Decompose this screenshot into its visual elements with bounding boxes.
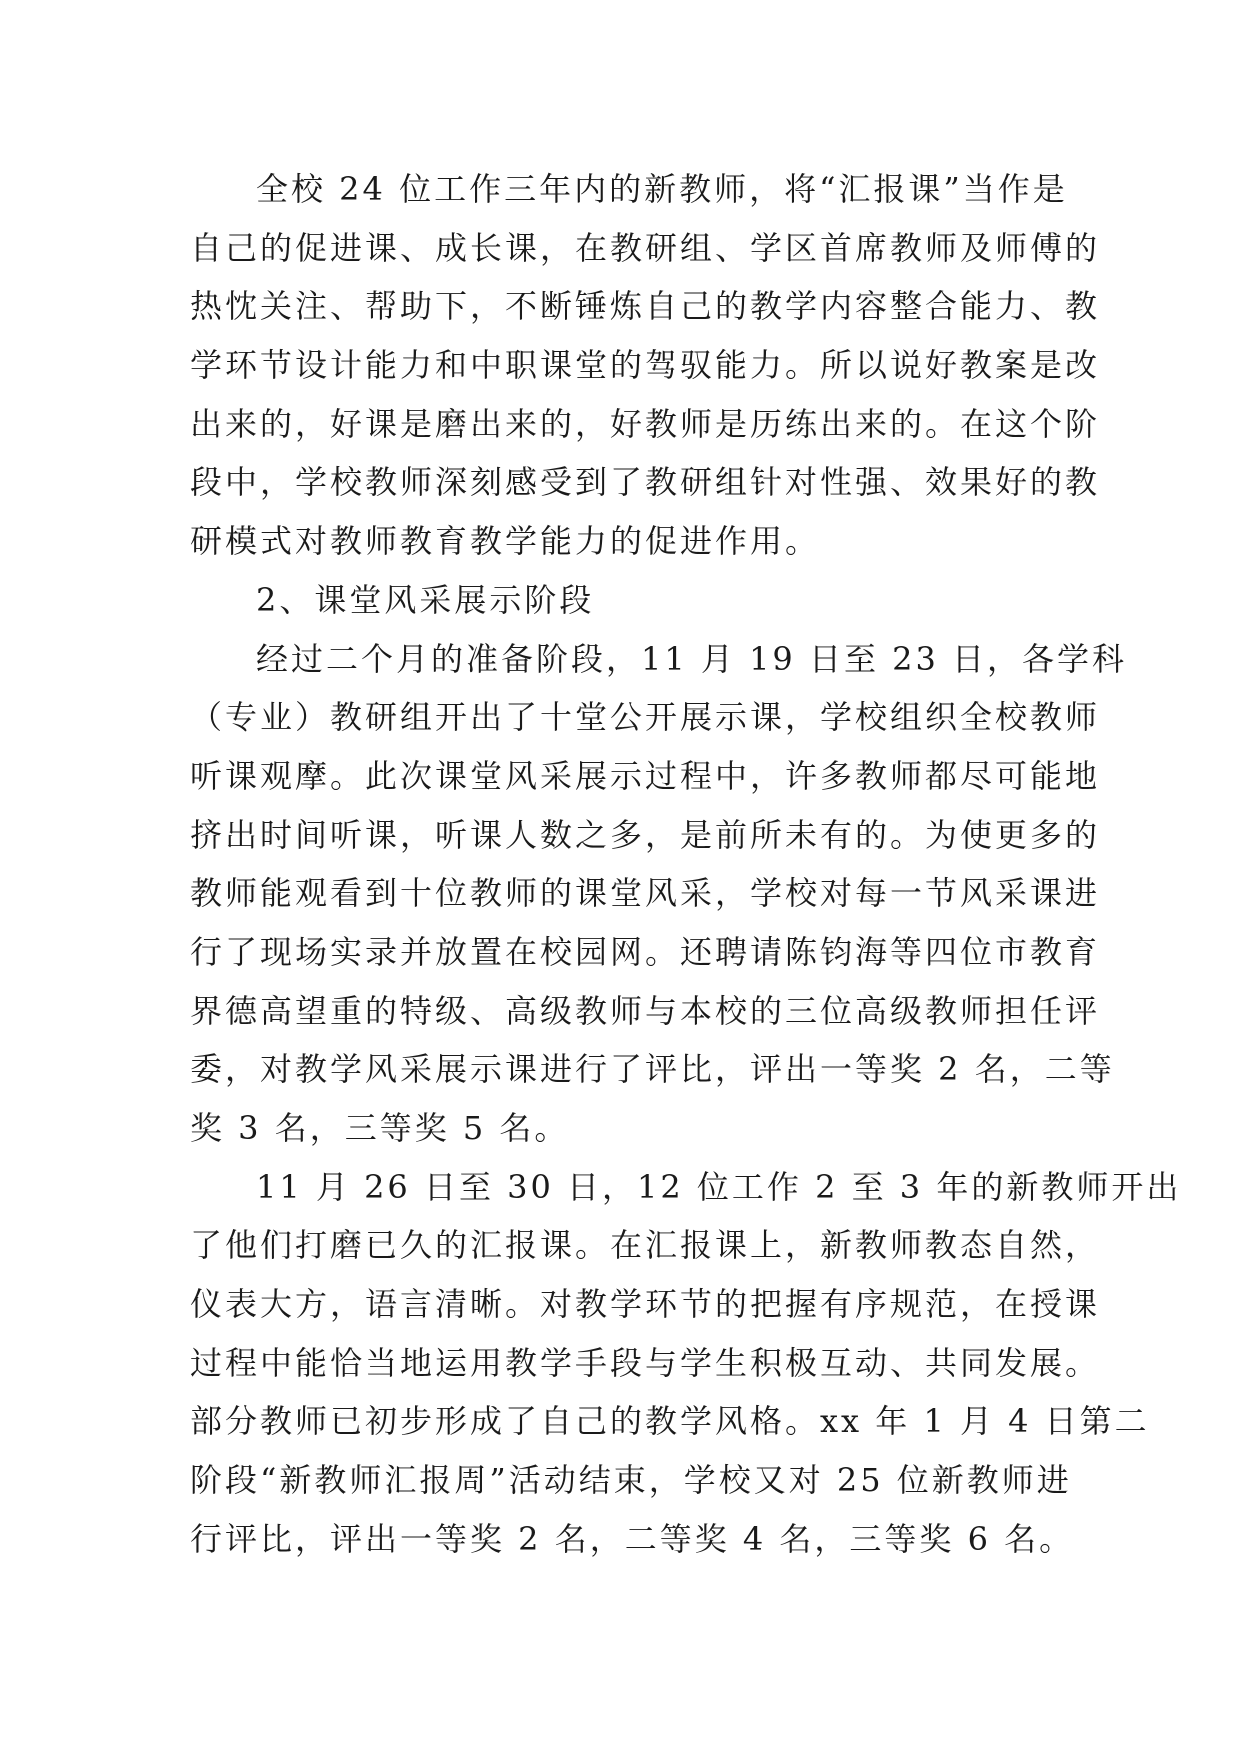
- paragraph-line: 听课观摩。此次课堂风采展示过程中，许多教师都尽可能地: [190, 756, 1101, 795]
- document-body: [190, 160, 1182, 1569]
- paragraph-line: 热忱关注、帮助下，不断锤炼自己的教学内容整合能力、教: [190, 287, 1101, 326]
- paragraph-line: 出来的，好课是磨出来的，好教师是历练出来的。在这个阶: [190, 404, 1101, 443]
- paragraph-line: 11 月 26 日至 30 日，12 位工作 2 至 3 年的新教师开出: [256, 1167, 1182, 1206]
- paragraph-line: 经过二个月的准备阶段，11 月 19 日至 23 日，各学科: [256, 639, 1128, 678]
- paragraph-line: 自己的促进课、成长课，在教研组、学区首席教师及师傅的: [190, 228, 1101, 267]
- paragraph-line: 仪表大方，语言清晰。对教学环节的把握有序规范，在授课: [190, 1285, 1101, 1324]
- paragraph-line: 段中，学校教师深刻感受到了教研组针对性强、效果好的教: [190, 463, 1101, 502]
- paragraph-line: 过程中能恰当地运用教学手段与学生积极互动、共同发展。: [190, 1343, 1101, 1382]
- paragraph-line: 委，对教学风采展示课进行了评比，评出一等奖 2 名，二等: [190, 1050, 1115, 1089]
- paragraph-line: 阶段“新教师汇报周”活动结束，学校又对 25 位新教师进: [190, 1461, 1072, 1500]
- paragraph-line: 部分教师已初步形成了自己的教学风格。xx 年 1 月 4 日第二: [190, 1402, 1150, 1441]
- paragraph-line: 行了现场实录并放置在校园网。还聘请陈钧海等四位市教育: [190, 932, 1101, 971]
- paragraph-line: 行评比，评出一等奖 2 名，二等奖 4 名，三等奖 6 名。: [190, 1519, 1075, 1558]
- paragraph-line: （专业）教研组开出了十堂公开展示课，学校组织全校教师: [190, 698, 1101, 737]
- paragraph-line: 奖 3 名，三等奖 5 名。: [190, 1109, 570, 1147]
- paragraph-line: 挤出时间听课，听课人数之多，是前所未有的。为使更多的: [190, 815, 1101, 854]
- paragraph-line: 学环节设计能力和中职课堂的驾驭能力。所以说好教案是改: [190, 346, 1101, 385]
- paragraph-line: 教师能观看到十位教师的课堂风采，学校对每一节风采课进: [190, 874, 1101, 913]
- paragraph-line: 全校 24 位工作三年内的新教师，将“汇报课”当作是: [256, 170, 1068, 208]
- paragraph-line: 了他们打磨已久的汇报课。在汇报课上，新教师教态自然，: [190, 1226, 1101, 1265]
- section-heading: 2、课堂风采展示阶段: [256, 580, 595, 619]
- paragraph-line: 研模式对教师教育教学能力的促进作用。: [190, 522, 821, 561]
- paragraph-line: 界德高望重的特级、高级教师与本校的三位高级教师担任评: [190, 991, 1101, 1030]
